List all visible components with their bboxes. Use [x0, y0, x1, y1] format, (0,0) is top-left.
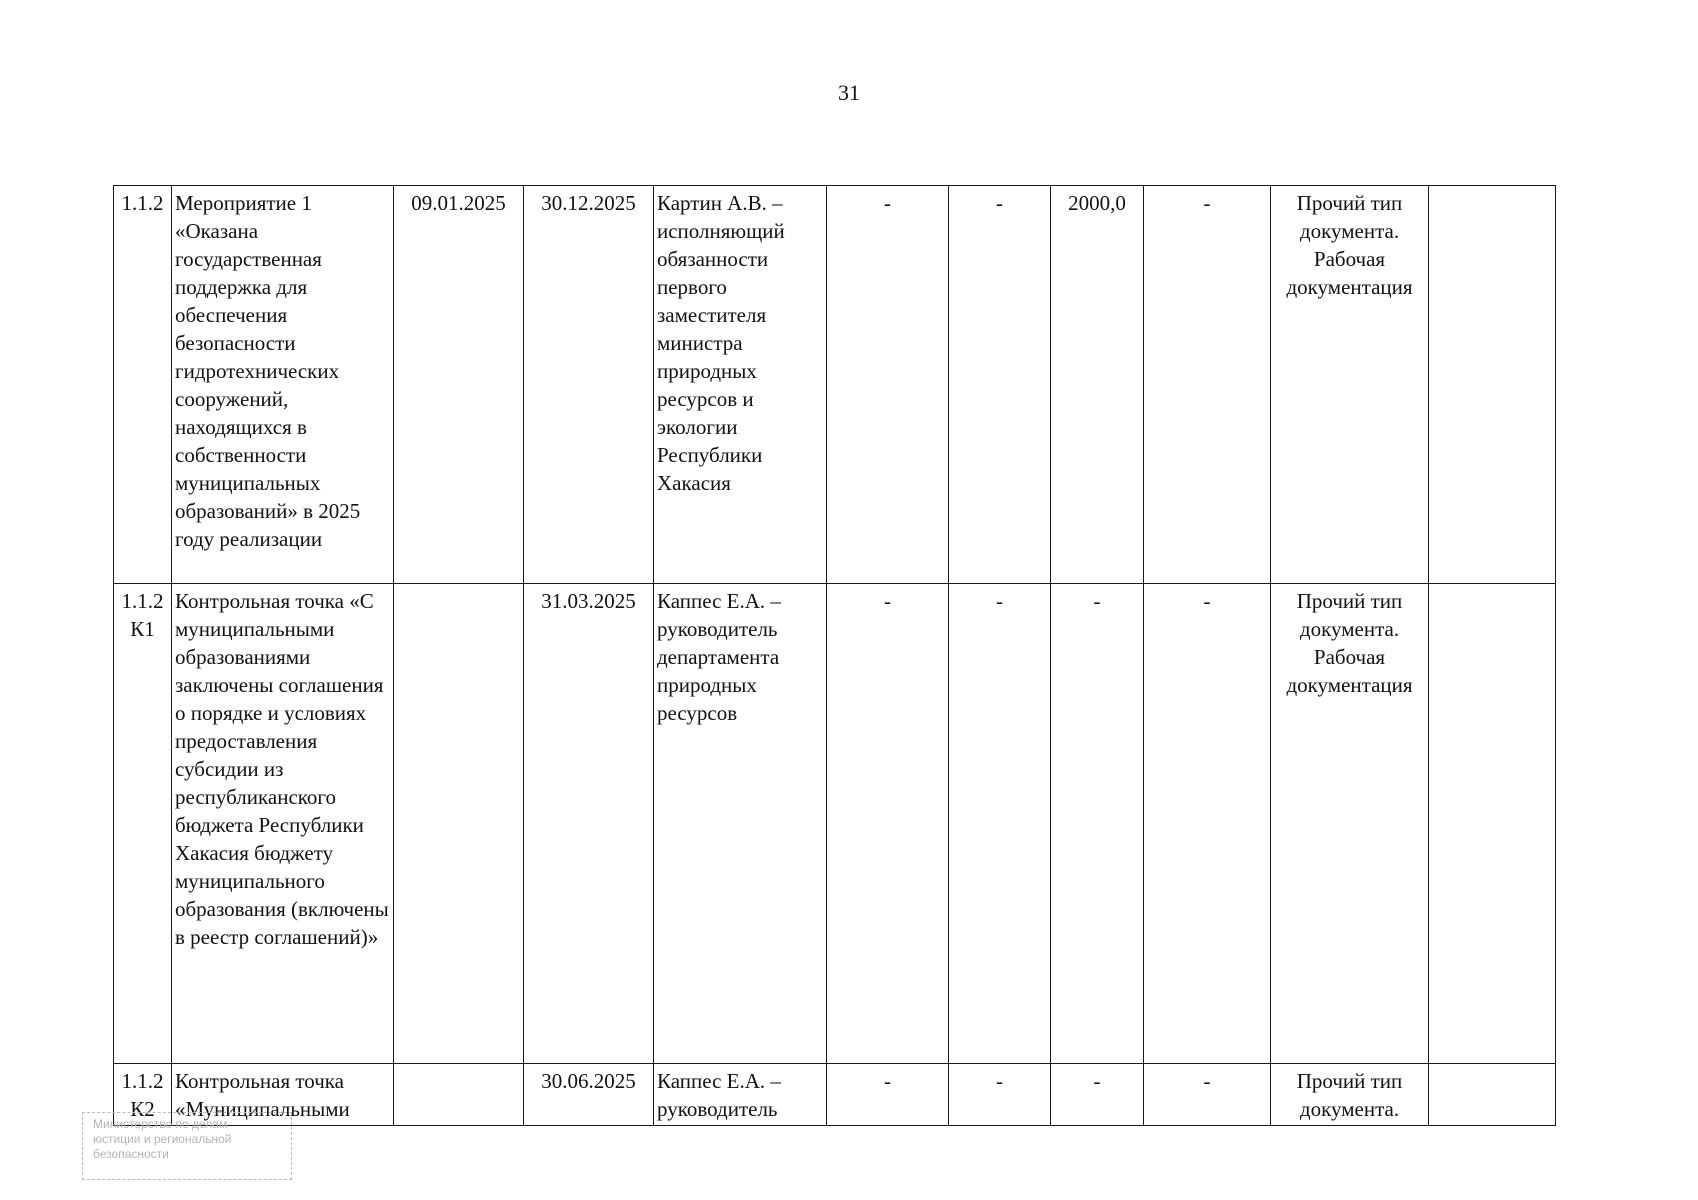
responsible-person: Каппес Е.А. – руководитель — [654, 1064, 827, 1126]
end-date: 30.06.2025 — [524, 1064, 654, 1126]
value-cell-1: - — [827, 186, 949, 584]
event-name: Мероприятие 1 «Оказана государственная поддержка для обеспечения безопасности гидротехнических сооружений, находящихся в собственности муниципальных образований» в 2025 году реализации — [172, 186, 394, 584]
document-type: Прочий тип документа. Рабочая документация — [1271, 584, 1429, 1064]
responsible-person: Картин А.В. – исполняющий обязанности первого заместителя министра природных ресурсов и экологии Республики Хакасия — [654, 186, 827, 584]
document-type: Прочий тип документа. — [1271, 1064, 1429, 1126]
stamp-line-3: безопасности — [93, 1147, 169, 1161]
table-row — [114, 1064, 1556, 1126]
event-name: Контрольная точка «Муниципальными — [172, 1064, 394, 1126]
plan-table — [113, 185, 1556, 1126]
extra-cell — [1429, 584, 1556, 1064]
start-date — [394, 584, 524, 1064]
value-cell-4: - — [1144, 1064, 1271, 1126]
start-date: 09.01.2025 — [394, 186, 524, 584]
value-cell-4: - — [1144, 584, 1271, 1064]
end-date: 31.03.2025 — [524, 584, 654, 1064]
value-cell-4: - — [1144, 186, 1271, 584]
value-cell-3: 2000,0 — [1051, 186, 1144, 584]
extra-cell — [1429, 1064, 1556, 1126]
row-number: 1.1.2 — [114, 186, 172, 584]
value-cell-2: - — [949, 1064, 1051, 1126]
value-cell-2: - — [949, 186, 1051, 584]
extra-cell — [1429, 186, 1556, 584]
document-type: Прочий тип документа. Рабочая документация — [1271, 186, 1429, 584]
responsible-person: Каппес Е.А. – руководитель департамента природных ресурсов — [654, 584, 827, 1064]
value-cell-2: - — [949, 584, 1051, 1064]
value-cell-1: - — [827, 584, 949, 1064]
row-number: 1.1.2 К1 — [114, 584, 172, 1064]
value-cell-1: - — [827, 1064, 949, 1126]
stamp-line-1: Министерство по делам — [93, 1117, 228, 1131]
page-number: 31 — [838, 80, 860, 105]
value-cell-3: - — [1051, 1064, 1144, 1126]
stamp-line-2: юстиции и региональной — [93, 1132, 232, 1146]
event-name: Контрольная точка «С муниципальными образованиями заключены соглашения о порядке и условиях предоставления субсидии из республиканского бюджета Республики Хакасия бюджету муниципального образования (включены в реестр соглашений)» — [172, 584, 394, 1064]
registration-stamp — [82, 1112, 292, 1180]
start-date — [394, 1064, 524, 1126]
table-row — [114, 584, 1556, 1064]
table-row — [114, 186, 1556, 584]
row-number: 1.1.2 К2 — [114, 1064, 172, 1126]
end-date: 30.12.2025 — [524, 186, 654, 584]
value-cell-3: - — [1051, 584, 1144, 1064]
